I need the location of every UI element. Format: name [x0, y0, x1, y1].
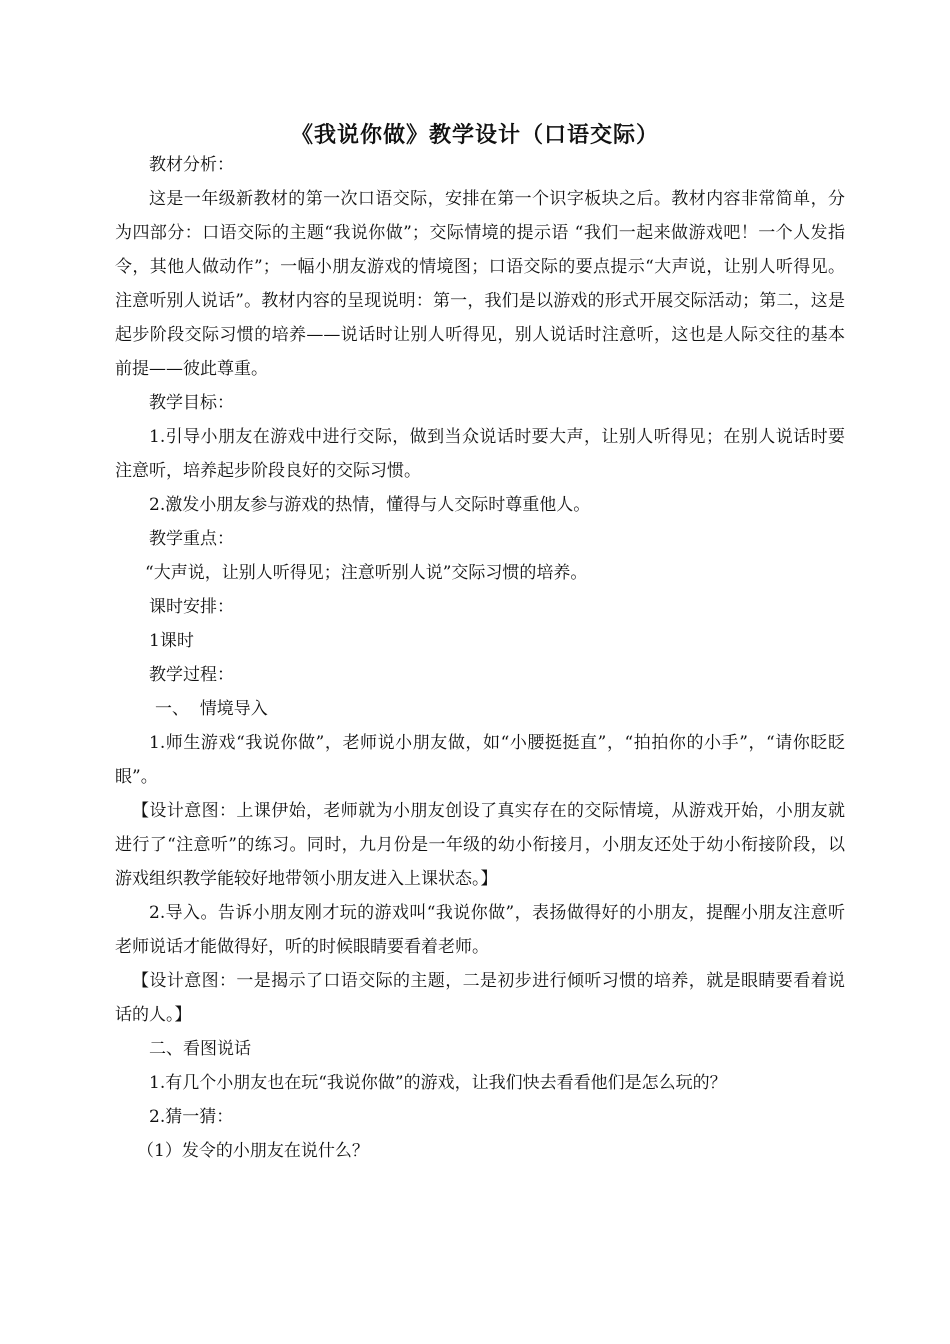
heading-teaching-process: 教学过程：: [149, 665, 234, 685]
heading-textbook-analysis: 教材分析：: [149, 155, 234, 175]
section-heading-1: 一、 情境导入: [155, 699, 268, 719]
process-item-1: 1.师生游戏“我说你做”，老师说小朋友做，如“小腰挺挺直”，“拍拍你的小手”，“请你眨眨眼”。: [115, 733, 845, 787]
class-schedule-value: 1课时: [149, 631, 194, 651]
design-intent-2: 【设计意图：一是揭示了口语交际的主题，二是初步进行倾听习惯的培养，就是眼睛要看着说话的人。】: [115, 971, 845, 1025]
picture-talk-item-1: 1.有几个小朋友也在玩“我说你做”的游戏，让我们快去看看他们是怎么玩的？: [149, 1073, 727, 1093]
section-heading-2: 二、看图说话: [149, 1039, 251, 1059]
process-item-2: 2.导入。告诉小朋友刚才玩的游戏叫“我说你做”，表扬做得好的小朋友，提醒小朋友注意听老师说话才能做得好，听的时候眼睛要看着老师。: [115, 903, 845, 957]
goal-item-1: 1.引导小朋友在游戏中进行交际，做到当众说话时要大声，让别人听得见；在别人说话时要注意听，培养起步阶段良好的交际习惯。: [115, 427, 845, 481]
picture-talk-subitem-1: （1）发令的小朋友在说什么？: [137, 1141, 369, 1161]
heading-teaching-goals: 教学目标：: [149, 393, 234, 413]
heading-class-schedule: 课时安排：: [149, 597, 234, 617]
document-body: [115, 148, 845, 1168]
paragraph-textbook-analysis: 这是一年级新教材的第一次口语交际，安排在第一个识字板块之后。教材内容非常简单，分为四部分：口语交际的主题“我说你做”；交际情境的提示语 “我们一起来做游戏吧！一个人发指令，其他人做动作”；一幅小朋友游戏的情境图；口语交际的要点提示“大声说，让别人听得见。注意听别人说话”。教材内容的呈现说明：第一，我们是以游戏的形式开展交际活动；第二，这是起步阶段交际习惯的培养——说话时让别人听得见，别人说话时注意听，这也是人际交往的基本前提——彼此尊重。: [115, 189, 845, 379]
key-point-text: “大声说，让别人听得见；注意听别人说”交际习惯的培养。: [145, 563, 588, 583]
picture-talk-item-2: 2.猜一猜：: [149, 1107, 234, 1127]
heading-key-points: 教学重点：: [149, 529, 234, 549]
design-intent-1: 【设计意图：上课伊始，老师就为小朋友创设了真实存在的交际情境，从游戏开始，小朋友就进行了“注意听”的练习。同时，九月份是一年级的幼小衔接月，小朋友还处于幼小衔接阶段，以游戏组织教学能较好地带领小朋友进入上课状态。】: [115, 801, 845, 889]
goal-item-2: 2.激发小朋友参与游戏的热情，懂得与人交际时尊重他人。: [149, 495, 591, 515]
document-title: 《我说你做》教学设计（口语交际）: [290, 122, 659, 148]
